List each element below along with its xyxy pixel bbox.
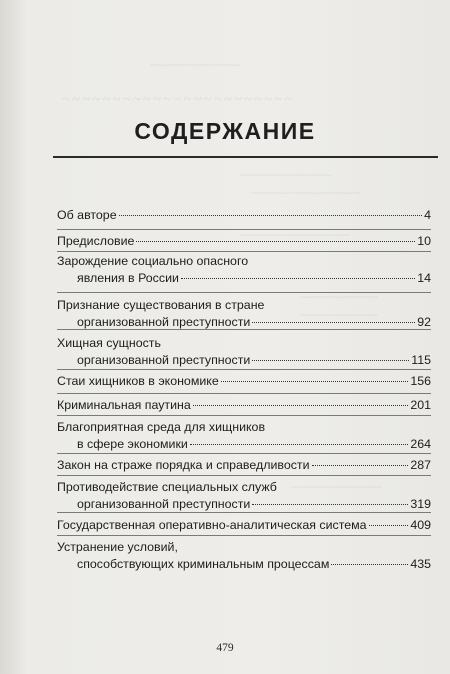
toc-page-number: 92 <box>417 315 431 329</box>
toc-entry-title: Зарождение социально опасного <box>57 254 249 268</box>
dot-leader <box>221 381 409 382</box>
toc-entry <box>57 207 431 224</box>
toc-entry-row <box>57 457 431 474</box>
dot-leader <box>252 322 415 323</box>
toc-entry-title: организованной преступности <box>77 497 251 511</box>
dot-leader <box>312 465 409 466</box>
toc-page-number: 10 <box>417 234 431 248</box>
toc-separator <box>57 251 431 252</box>
toc-entry-title: Государственная оперативно-аналитическая система <box>57 518 367 532</box>
toc-entry-title: Криминальная паутина <box>57 398 191 412</box>
toc-separator <box>57 535 431 536</box>
toc-entry-title: Благоприятная среда для хищников <box>57 420 266 434</box>
toc-separator <box>57 475 431 476</box>
toc-entry-row <box>57 233 431 250</box>
toc-separator <box>57 369 431 370</box>
toc-page-number: 115 <box>411 353 431 367</box>
dot-leader <box>252 504 408 505</box>
dot-leader <box>181 278 415 279</box>
toc-entry <box>57 253 431 287</box>
toc-page-number: 14 <box>417 271 431 285</box>
toc-separator <box>57 512 431 513</box>
toc-entry-title: Устранение условий, <box>57 540 178 554</box>
toc-entry-title: Предисловие <box>57 234 135 248</box>
toc-entry <box>57 233 431 250</box>
toc-entry <box>57 457 431 474</box>
dot-leader <box>193 405 409 406</box>
dot-leader <box>119 215 423 216</box>
toc-entry-row <box>57 496 431 513</box>
dot-leader <box>331 564 408 565</box>
toc-entry-title: Противодействие специальных служб <box>57 480 277 494</box>
toc-entry-row <box>57 373 431 390</box>
toc-entry-title: способствующих криминальным процессам <box>77 557 330 571</box>
toc-separator <box>57 329 431 330</box>
toc-entry <box>57 479 431 513</box>
toc-entry <box>57 539 431 573</box>
toc-entry <box>57 373 431 390</box>
toc-separator <box>57 292 431 293</box>
dot-leader <box>136 241 415 242</box>
toc-entry <box>57 397 431 414</box>
toc-entry <box>57 517 431 534</box>
toc-entry-row <box>57 397 431 414</box>
toc-entry-title: Закон на страже порядка и справедливости <box>57 458 310 472</box>
toc-entry-title: в сфере экономики <box>77 437 188 451</box>
toc-entry-title: Признание существования в стране <box>57 298 265 312</box>
toc-entry-title: организованной преступности <box>77 353 251 367</box>
page-number: 479 <box>216 642 234 654</box>
dot-leader <box>252 360 409 361</box>
toc-entry-title: Хищная сущность <box>57 336 161 350</box>
dot-leader <box>190 444 408 445</box>
toc-entry-title: явления в России <box>77 271 179 285</box>
toc-entry-row <box>57 270 431 287</box>
dot-leader <box>369 525 409 526</box>
toc-entry <box>57 335 431 369</box>
show-through-background: ~~~~~~~~~~~~~~ ~~~~~~~~~~~~~~~~~~~~~~~ ~~~~~~~~~~~~~~ ~~~~~~~~~~~~~~~~~ ~~~~~~~~~~~~~~~~~ ~~~~~~~~~~~~ ~~~~~~~~~~~~ ~~~~~~~~~~~~~~ <box>62 58 381 494</box>
toc-page-number: 264 <box>410 437 431 451</box>
toc-separator <box>57 229 431 230</box>
toc-separator <box>57 393 431 394</box>
toc-entry <box>57 297 431 331</box>
toc-page-number: 319 <box>410 497 431 511</box>
page-title: СОДЕРЖАНИЕ <box>134 118 316 144</box>
toc-entry-title: организованной преступности <box>77 315 251 329</box>
toc-separator <box>57 453 431 454</box>
toc-page-number: 201 <box>410 398 431 412</box>
toc-entry-row <box>57 556 431 573</box>
toc-entry <box>57 419 431 453</box>
toc-entry-row <box>57 436 431 453</box>
toc-entry-row <box>57 352 431 369</box>
toc-page-number: 156 <box>410 374 431 388</box>
toc-entry-title: Стаи хищников в экономике <box>57 374 219 388</box>
toc-entry-row <box>57 207 431 224</box>
title-rule <box>53 156 438 158</box>
toc-page-number: 4 <box>424 208 431 222</box>
toc-page-number: 287 <box>410 458 431 472</box>
toc-page-number: 409 <box>410 518 431 532</box>
toc-separator <box>57 415 431 416</box>
toc-page-number: 435 <box>410 557 431 571</box>
toc-entry-title: Об авторе <box>57 208 117 222</box>
toc-entry-row <box>57 517 431 534</box>
